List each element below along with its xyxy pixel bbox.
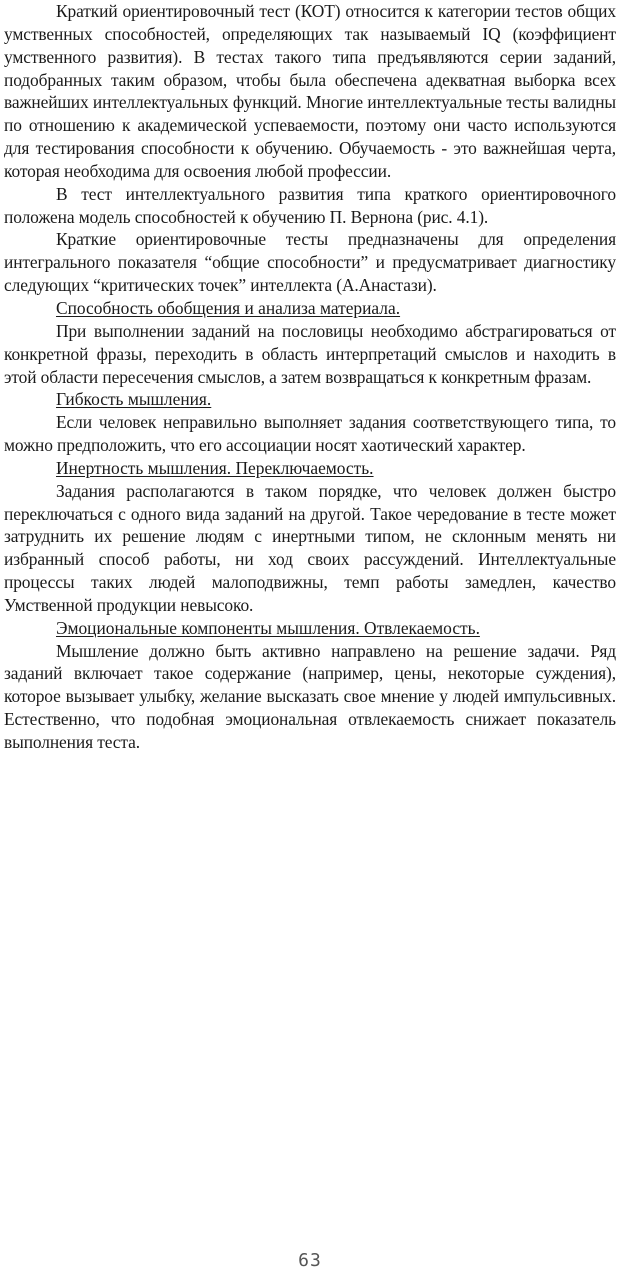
paragraph-proverbs: При выполнении заданий на пословицы необходимо абстрагироваться от конкретной фразы, переходить в область интерпретаций смыслов и находить в этой области пересечения смыслов, а затем возвращаться к конкретным фразам. [4,320,616,387]
heading-inertia [4,457,616,480]
paragraph-kot-intro: Краткий ориентировочный тест (КОТ) относится к категории тестов общих умственных способностей, определяющих так называемый IQ (коэффициент умственного развития). В тестах такого типа предъявляются серии заданий, подобранных таким образом, чтобы была обеспечена адекватная выборка всех важнейших интеллектуальных функций. Многие интеллектуальные тесты валидны по отношению к академической успеваемости, поэтому они часто используются для тестирования способности к обучению. Обучаемость - это важнейшая черта, которая необходима для освоения любой профессии. [4,1,616,181]
heading-emotional-text: Эмоциональные компоненты мышления. Отвлекаемость. [56,617,480,638]
heading-generalization [4,297,616,320]
heading-inertia-text: Инертность мышления. Переключаемость. [56,457,374,478]
paragraph-vernon-model: В тест интеллектуального развития типа краткого ориентировочного положена модель способностей к обучению П. Вернона (рис. 4.1). [4,183,616,227]
document-page [4,0,616,754]
paragraph-associations: Если человек неправильно выполняет задания соответствующего типа, то можно предположить, что его ассоциации носят хаотический характер. [4,412,616,456]
paragraph-distraction: Мышление должно быть активно направлено на решение задачи. Ряд заданий включает такое содержание (например, цены, некоторые суждения), которое вызывает улыбку, желание высказать свое мнение у людей импульсивных. Естественно, что подобная эмоциональная отвлекаемость снижает показатель выполнения теста. [4,640,616,752]
page-number: 63 [298,1250,322,1271]
paragraph-task-switching: Задания располагаются в таком порядке, что человек должен быстро переключаться с одного вида заданий на другой. Такое чередование в тесте может затруднить их решение людям с инертными типом, не склонным менять ни избранный способ работы, ни ход своих рассуждений. Интеллектуальные процессы таких людей малоподвижны, темп работы замедлен, качество Умственной продукции невысоко. [4,480,616,615]
heading-flexibility [4,388,616,411]
heading-emotional [4,617,616,640]
paragraph-short-tests: Краткие ориентировочные тесты предназначены для определения интегрального показателя “общие способности” и предусматривает диагностику следующих “критических точек” интеллекта (А.Анастази). [4,229,616,296]
heading-generalization-text: Способность обобщения и анализа материала. [56,297,401,318]
heading-flexibility-text: Гибкость мышления. [56,389,212,410]
